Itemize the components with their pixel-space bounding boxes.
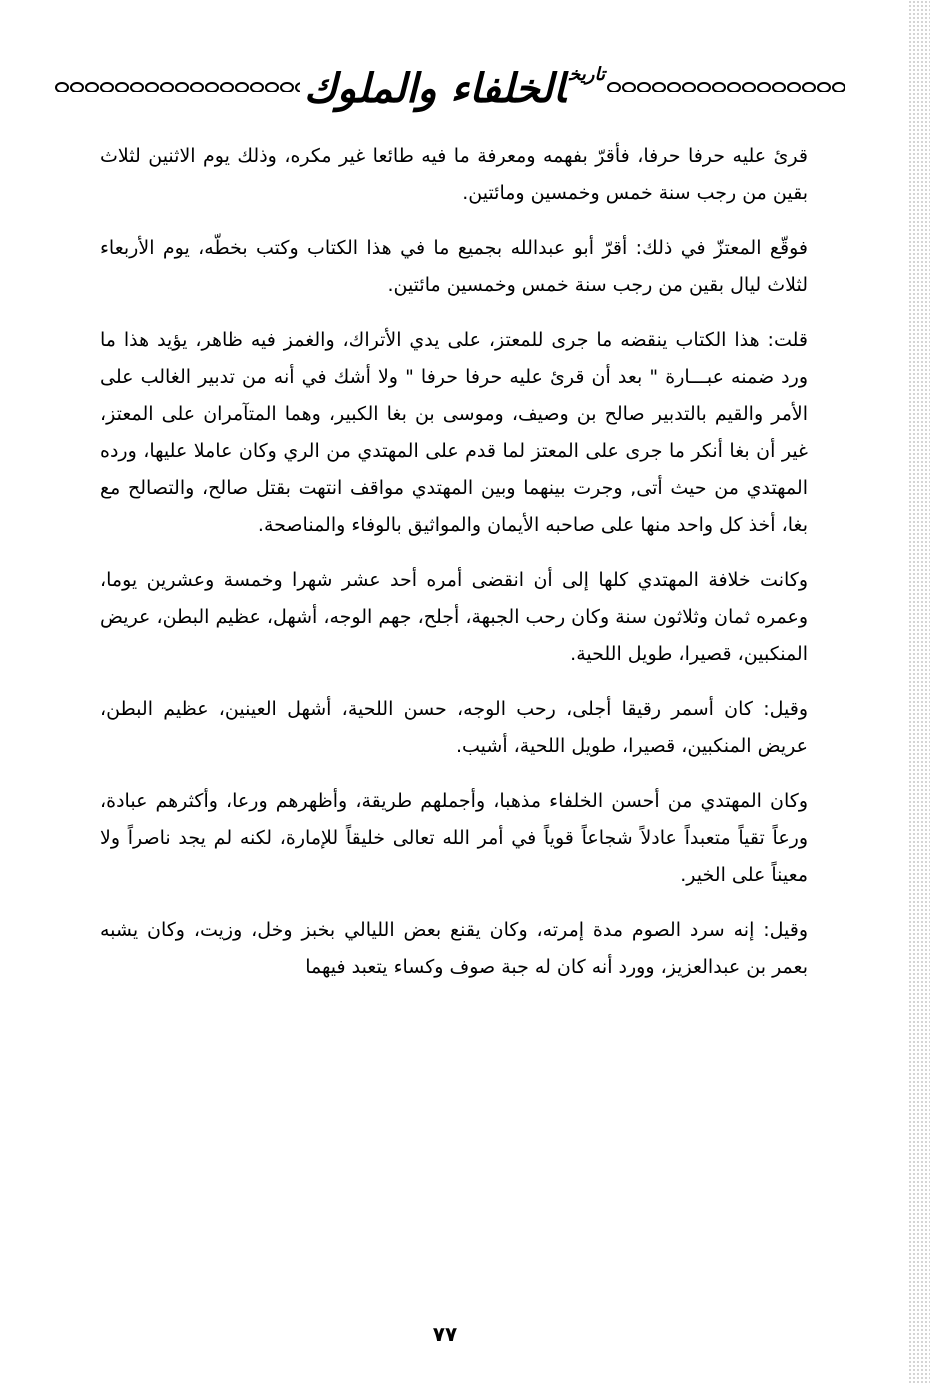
ornament-ring [235,82,249,92]
ornament-ring [697,82,711,92]
ornament-ring [145,82,159,92]
ornament-ring [265,82,279,92]
ornament-ring [55,82,69,92]
ornament-ring [295,82,300,92]
ornament-ring [607,82,621,92]
ornament-ring [160,82,174,92]
page-header [55,38,845,118]
ornament-ring [205,82,219,92]
body-text [100,138,808,1004]
ornament-ring [817,82,831,92]
ornament-ring [100,82,114,92]
ornament-ring [832,82,845,92]
header-title [305,38,605,118]
paragraph: وكان المهتدي من أحسن الخلفاء مذهبا، وأجملهم طريقة، وأظهرهم ورعا، وأكثرهم عبادة، ورعاً تقياً متعبداً عادلاً شجاعاً قوياً في أمر الله تعالى خليقاً للإمارة، لكنه لم يجد ناصراً ولا معيناً على الخير. [100,790,808,886]
ornament-ring [85,82,99,92]
ornament-ring [130,82,144,92]
ornament-ring [622,82,636,92]
ornament-ring [802,82,816,92]
ornament-ring [742,82,756,92]
page-number: ٧٧ [432,1322,458,1346]
ornament-ring [190,82,204,92]
ornament-ring [772,82,786,92]
header-ornament-right [607,82,845,92]
header-title-main: الخلفاء والملوك [303,65,566,112]
header-ornament-left [55,82,300,92]
scan-edge-noise [908,0,930,1385]
paragraph: قلت: هذا الكتاب ينقضه ما جرى للمعتز، على يدي الأتراك، والغمز فيه ظاهر، يؤيد هذا ما ورد ضمنه عبـــارة " بعد أن قرئ عليه حرفا حرفا " ولا أشك في أنه من تدبير الغالب على الأمر والقيم بالتدبير صالح بن وصيف، وموسى بن بغا الكبير، وهما المتآمران على المعتز، غير أن بغا أنكر ما جرى على المعتز لما قدم على المهتدي من الري وكان عاملا عليها، ورده المهتدي من حيث أتى, وجرت بينهما وبين المهتدي مواقف انتهت بقتل صالح، والتصالح مع بغا، أخذ كل واحد منها على صاحبه الأيمان والمواثيق بالوفاء والمناصحة. [100,329,808,536]
ornament-ring [757,82,771,92]
ornament-ring [280,82,294,92]
ornament-ring [220,82,234,92]
header-title-small: تاريخ [569,64,605,85]
ornament-ring [70,82,84,92]
paragraph: فوقّع المعتزّ في ذلك: أقرّ أبو عبدالله بجميع ما في هذا الكتاب وكتب بخطّه، يوم الأربعاء لثلاث ليال بقين من رجب سنة خمس وخمسين مائتين. [100,237,808,296]
paragraph: وكانت خلافة المهتدي كلها إلى أن انقضى أمره أحد عشر شهرا وخمسة وعشرين يوما، وعمره ثمان وثلاثون سنة وكان رحب الجبهة، أجلح، جهم الوجه، أشهل، عظيم البطن، عريض المنكبين، قصيرا، طويل اللحية. [100,569,808,665]
ornament-ring [250,82,264,92]
paragraph: قرئ عليه حرفا حرفا، فأقرّ بفهمه ومعرفة ما فيه طائعا غير مكره، وذلك يوم الاثنين لثلاث بقين من رجب سنة خمس وخمسين ومائتين. [100,145,808,204]
ornament-ring [682,82,696,92]
ornament-ring [175,82,189,92]
ornament-ring [712,82,726,92]
ornament-ring [667,82,681,92]
paragraph: وقيل: كان أسمر رقيقا أجلى، رحب الوجه، حسن اللحية، أشهل العينين، عظيم البطن، عريض المنكبين، قصيرا، طويل اللحية، أشيب. [100,698,808,757]
ornament-ring [787,82,801,92]
paragraph: وقيل: إنه سرد الصوم مدة إمرته، وكان يقنع بعض الليالي بخبز وخل، وزيت، وكان يشبه بعمر بن عبدالعزيز، وورد أنه كان له جبة صوف وكساء يتعبد فيهما [100,919,808,978]
ornament-ring [637,82,651,92]
ornament-ring [115,82,129,92]
ornament-ring [652,82,666,92]
ornament-ring [727,82,741,92]
